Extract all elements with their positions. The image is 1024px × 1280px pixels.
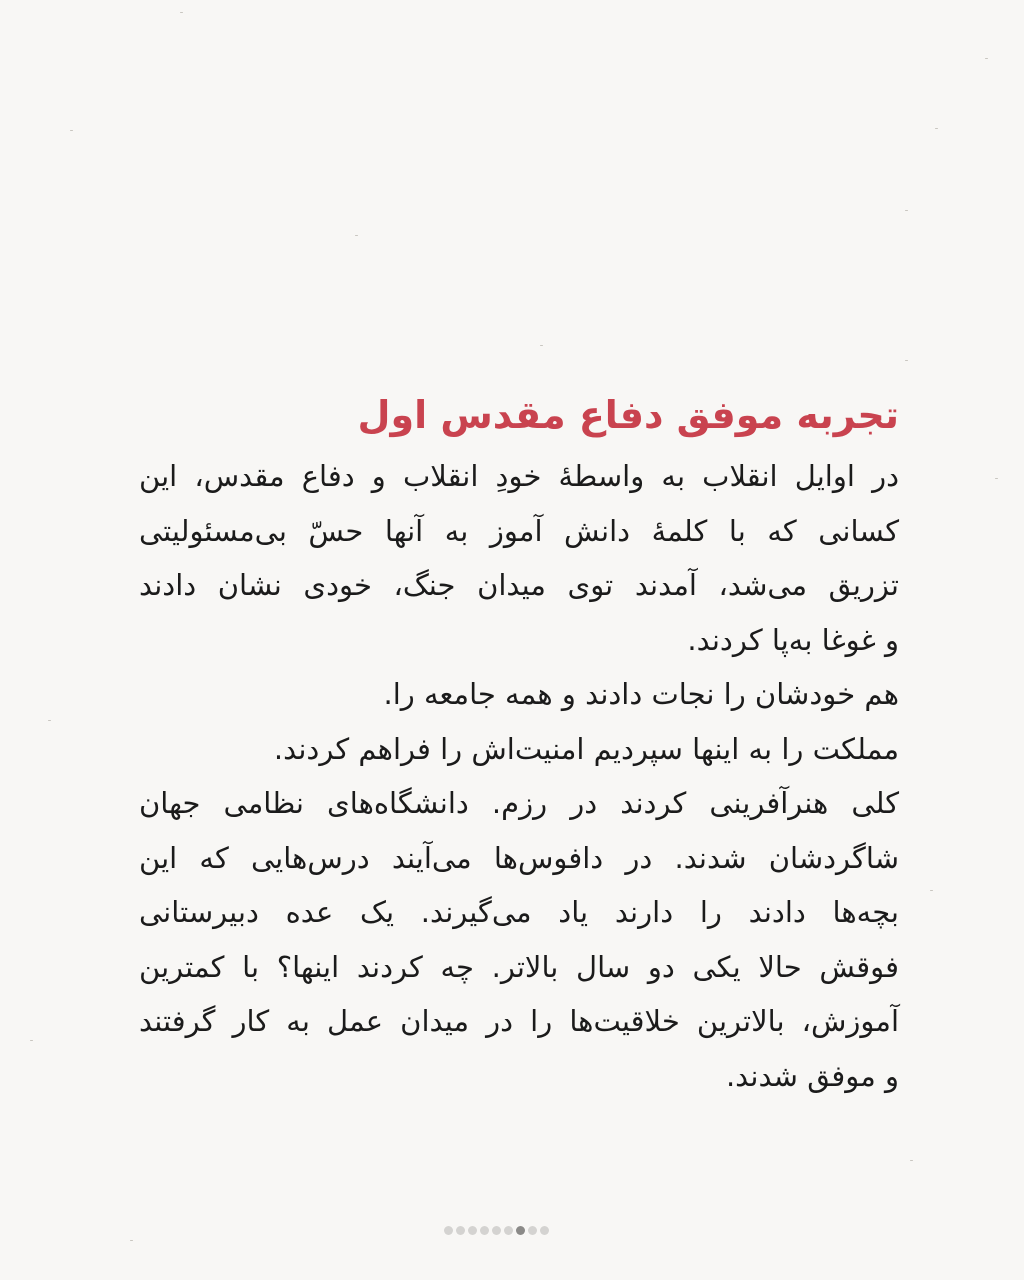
paper-speck xyxy=(70,130,73,131)
pagination-dot[interactable] xyxy=(444,1226,453,1235)
pagination-dot-active[interactable] xyxy=(516,1226,525,1235)
paper-speck xyxy=(995,478,998,479)
paper-speck xyxy=(30,1040,33,1041)
paper-speck xyxy=(905,210,908,211)
paragraph-3 xyxy=(129,722,899,777)
paper-speck xyxy=(930,890,933,891)
paper-speck xyxy=(355,235,358,236)
pagination-dot[interactable] xyxy=(540,1226,549,1235)
paragraph-4 xyxy=(129,776,899,1103)
text-line: بچه‌ها دادند را دارند یاد می‌گیرند. یک عده دبیرستانی xyxy=(139,895,899,929)
paragraph-1 xyxy=(129,449,899,667)
paper-speck xyxy=(985,58,988,59)
text-line: کسانی که با کلمهٔ دانش آموز به آنها حسّ بی‌مسئولیتی xyxy=(139,513,899,548)
paragraph-2 xyxy=(129,667,899,722)
pagination-dot[interactable] xyxy=(480,1226,489,1235)
pagination-dot[interactable] xyxy=(492,1226,501,1235)
paper-speck xyxy=(935,128,938,129)
text-line: مملکت را به اینها سپردیم امنیت‌اش را فراهم کردند. xyxy=(273,731,899,766)
pagination-dot[interactable] xyxy=(504,1226,513,1235)
text-line: تزریق می‌شد، آمدند توی میدان جنگ، خودی نشان دادند xyxy=(139,568,899,602)
text-line: و غوغا به‌پا کردند. xyxy=(687,622,899,657)
text-line: هم خودشان را نجات دادند و همه جامعه را. xyxy=(383,677,899,711)
text-line: و موفق شدند. xyxy=(725,1058,899,1093)
paper-speck xyxy=(910,1160,913,1161)
paper-speck xyxy=(48,720,51,721)
text-line: کلی هنرآفرینی کردند در رزم. دانشگاه‌های نظامی جهان xyxy=(139,786,899,820)
paper-speck xyxy=(905,360,908,361)
text-line: آموزش، بالاترین خلاقیت‌ها را در میدان عمل به کار گرفتند xyxy=(139,1004,899,1038)
paper-speck xyxy=(130,1240,133,1241)
text-line: در اوایل انقلاب به واسطهٔ خودِ انقلاب و دفاع مقدس، این xyxy=(139,459,899,493)
text-line: شاگردشان شدند. در دافوس‌ها می‌آیند درس‌هایی که این xyxy=(139,840,899,875)
paper-speck xyxy=(180,12,183,13)
pagination-dot[interactable] xyxy=(456,1226,465,1235)
carousel-pagination xyxy=(444,1226,549,1235)
article-content xyxy=(129,385,899,1103)
pagination-dot[interactable] xyxy=(528,1226,537,1235)
pagination-dot[interactable] xyxy=(468,1226,477,1235)
article-title: تجربه موفق دفاع مقدس اول xyxy=(357,393,899,437)
text-line: فوقش حالا یکی دو سال بالاتر. چه کردند اینها؟ با کمترین xyxy=(139,949,899,984)
paper-speck xyxy=(540,345,543,346)
